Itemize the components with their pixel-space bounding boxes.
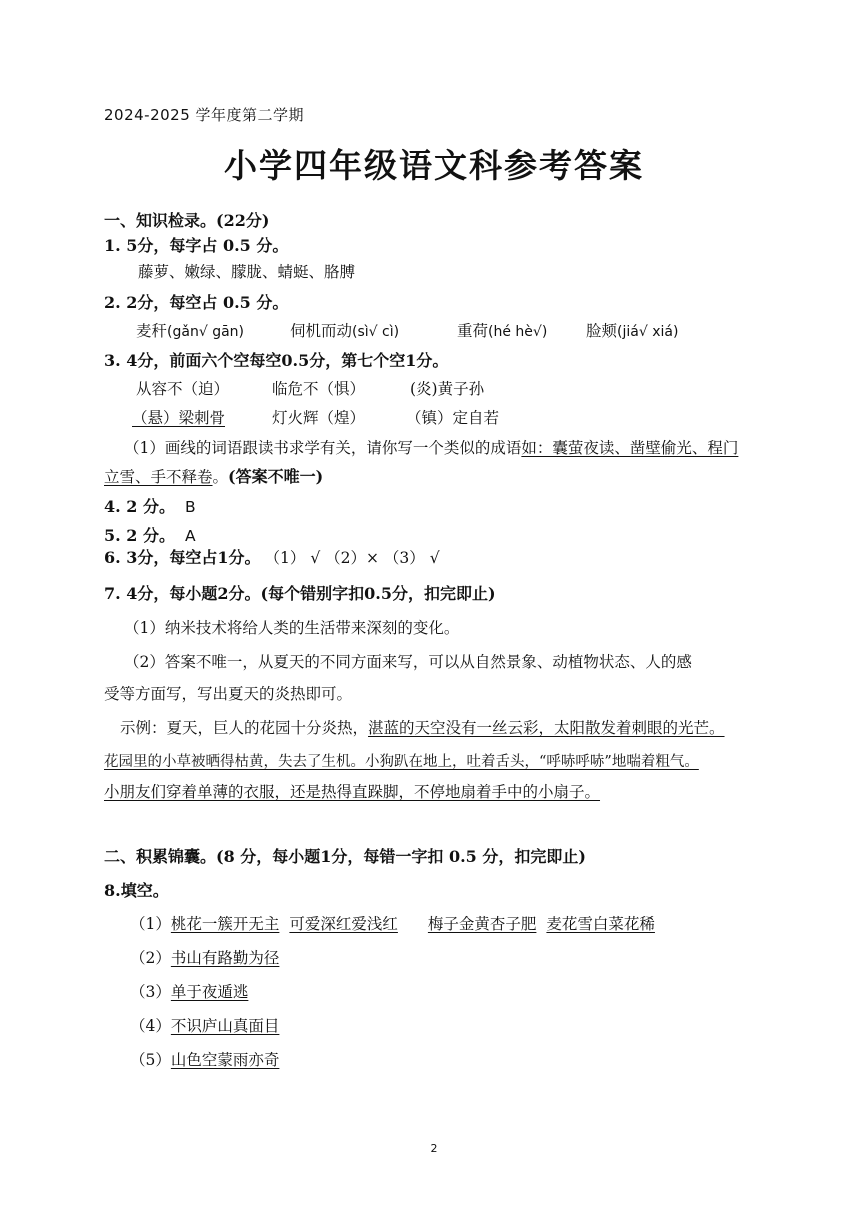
q8-answer: 梅子金黄杏子肥	[427, 915, 537, 933]
q8-item-1	[130, 912, 655, 934]
q3-blank: (炎)黄子孙	[410, 380, 485, 398]
q3-sub-prompt: （1）画线的词语跟读书求学有关，请你写一个类似的成语	[124, 439, 522, 457]
q1-heading: 1. 5分，每字占 0.5 分。	[104, 236, 289, 255]
q2-item-1	[136, 319, 244, 341]
q2-word: 重荷	[457, 322, 489, 340]
q1-answer: 藤萝、嫩绿、朦胧、蜻蜓、胳膊	[138, 263, 356, 281]
q6	[104, 545, 440, 568]
q8-item-label: （2）	[130, 949, 171, 967]
q8-answer: 可爱深红爱浅红	[289, 915, 398, 933]
q7-example-underlined: 花园里的小草被晒得枯黄，失去了生机。小狗趴在地上，吐着舌头，“呼哧呼哧”地喘着粗气。	[104, 754, 699, 770]
q8-answer: 麦花雪白菜花稀	[546, 915, 655, 933]
q8-item-5	[130, 1048, 279, 1070]
q8-item-label: （3）	[130, 983, 171, 1001]
q4-answer: B	[184, 498, 196, 516]
q8-item-3	[130, 980, 248, 1002]
q5	[104, 523, 196, 546]
q2-word: 伺机而动	[290, 322, 353, 340]
q2-reading: (gǎn√ gān)	[167, 324, 244, 340]
q4-heading: 4. 2 分。	[104, 497, 175, 516]
q2-heading: 2. 2分，每空占 0.5 分。	[104, 293, 289, 312]
q8-item-label: （5）	[130, 1051, 171, 1069]
q2-reading: (sì√ cì)	[352, 324, 400, 340]
year-term: 2024-2025 学年度第二学期	[104, 106, 305, 124]
q3-heading: 3. 4分，前面六个空每空0.5分，第七个空1分。	[104, 351, 449, 370]
q8-item-2	[130, 946, 279, 968]
q2-word: 麦秆	[136, 322, 168, 340]
q8-heading: 8.填空。	[104, 881, 169, 900]
q3-sub-punct: 。	[212, 468, 229, 486]
q3-sub-note: (答案不唯一)	[228, 467, 324, 486]
q2-item-2	[290, 319, 399, 341]
q7-example	[120, 716, 725, 738]
q8-item-label: （4）	[130, 1017, 171, 1035]
section1-heading: 一、知识检录。(22分)	[104, 211, 270, 230]
q2-item-4	[586, 319, 678, 341]
q8-answer: 书山有路勤为径	[170, 949, 280, 967]
q2-reading: (hé hè√)	[488, 324, 548, 340]
q3-blank: 从容不（迫）	[136, 380, 230, 398]
q3-sub-answer: 立雪、手不释卷	[104, 468, 213, 486]
q2-word: 脸颊	[586, 322, 618, 340]
q7-example-underlined: 小朋友们穿着单薄的衣服，还是热得直跺脚，不停地扇着手中的小扇子。	[104, 783, 601, 801]
page-number: 2	[430, 1142, 438, 1155]
q6-answer: （1） √ （2）× （3） √	[264, 549, 440, 567]
q7-heading: 7. 4分，每小题2分。(每个错别字扣0.5分，扣完即止)	[104, 584, 496, 603]
page-title: 小学四年级语文科参考答案	[224, 146, 644, 185]
q8-item-label: （1）	[130, 915, 171, 933]
q8-item-4	[130, 1014, 279, 1036]
q3-blank: （镇）定自若	[406, 409, 500, 427]
q7-example-prefix: 示例：夏天，巨人的花园十分炎热，	[120, 719, 369, 737]
q5-answer: A	[184, 527, 196, 545]
q3-blank: 灯火辉（煌）	[272, 409, 366, 427]
q7-example-underlined: 湛蓝的天空没有一丝云彩，太阳散发着刺眼的光芒。	[368, 719, 725, 737]
q4	[104, 494, 196, 517]
q2-item-3	[457, 319, 547, 341]
q3-sub-question	[124, 436, 738, 458]
q7-answer-1: （1）纳米技术将给人类的生活带来深刻的变化。	[124, 619, 460, 637]
q3-sub-question-cont	[104, 464, 323, 487]
q8-answer: 单于夜遁逃	[170, 983, 249, 1001]
section2-heading: 二、积累锦囊。(8 分，每小题1分，每错一字扣 0.5 分，扣完即止)	[104, 847, 586, 866]
q8-answer: 山色空蒙雨亦奇	[170, 1051, 280, 1069]
q8-answer: 桃花一簇开无主	[170, 915, 280, 933]
q2-reading: (jiá√ xiá)	[617, 324, 679, 340]
q7-answer-2: （2）答案不唯一，从夏天的不同方面来写，可以从自然景象、动植物状态、人的感	[124, 653, 692, 671]
q8-answer: 不识庐山真面目	[170, 1017, 280, 1035]
q3-blank-underlined: （悬）梁刺骨	[132, 409, 226, 427]
q7-answer-2-cont: 受等方面写，写出夏天的炎热即可。	[104, 685, 353, 703]
q3-blank: 临危不（惧）	[272, 380, 366, 398]
q5-heading: 5. 2 分。	[104, 526, 175, 545]
q6-heading: 6. 3分，每空占1分。	[104, 548, 261, 567]
q3-sub-answer: 如：囊萤夜读、凿壁偷光、程门	[521, 439, 739, 457]
